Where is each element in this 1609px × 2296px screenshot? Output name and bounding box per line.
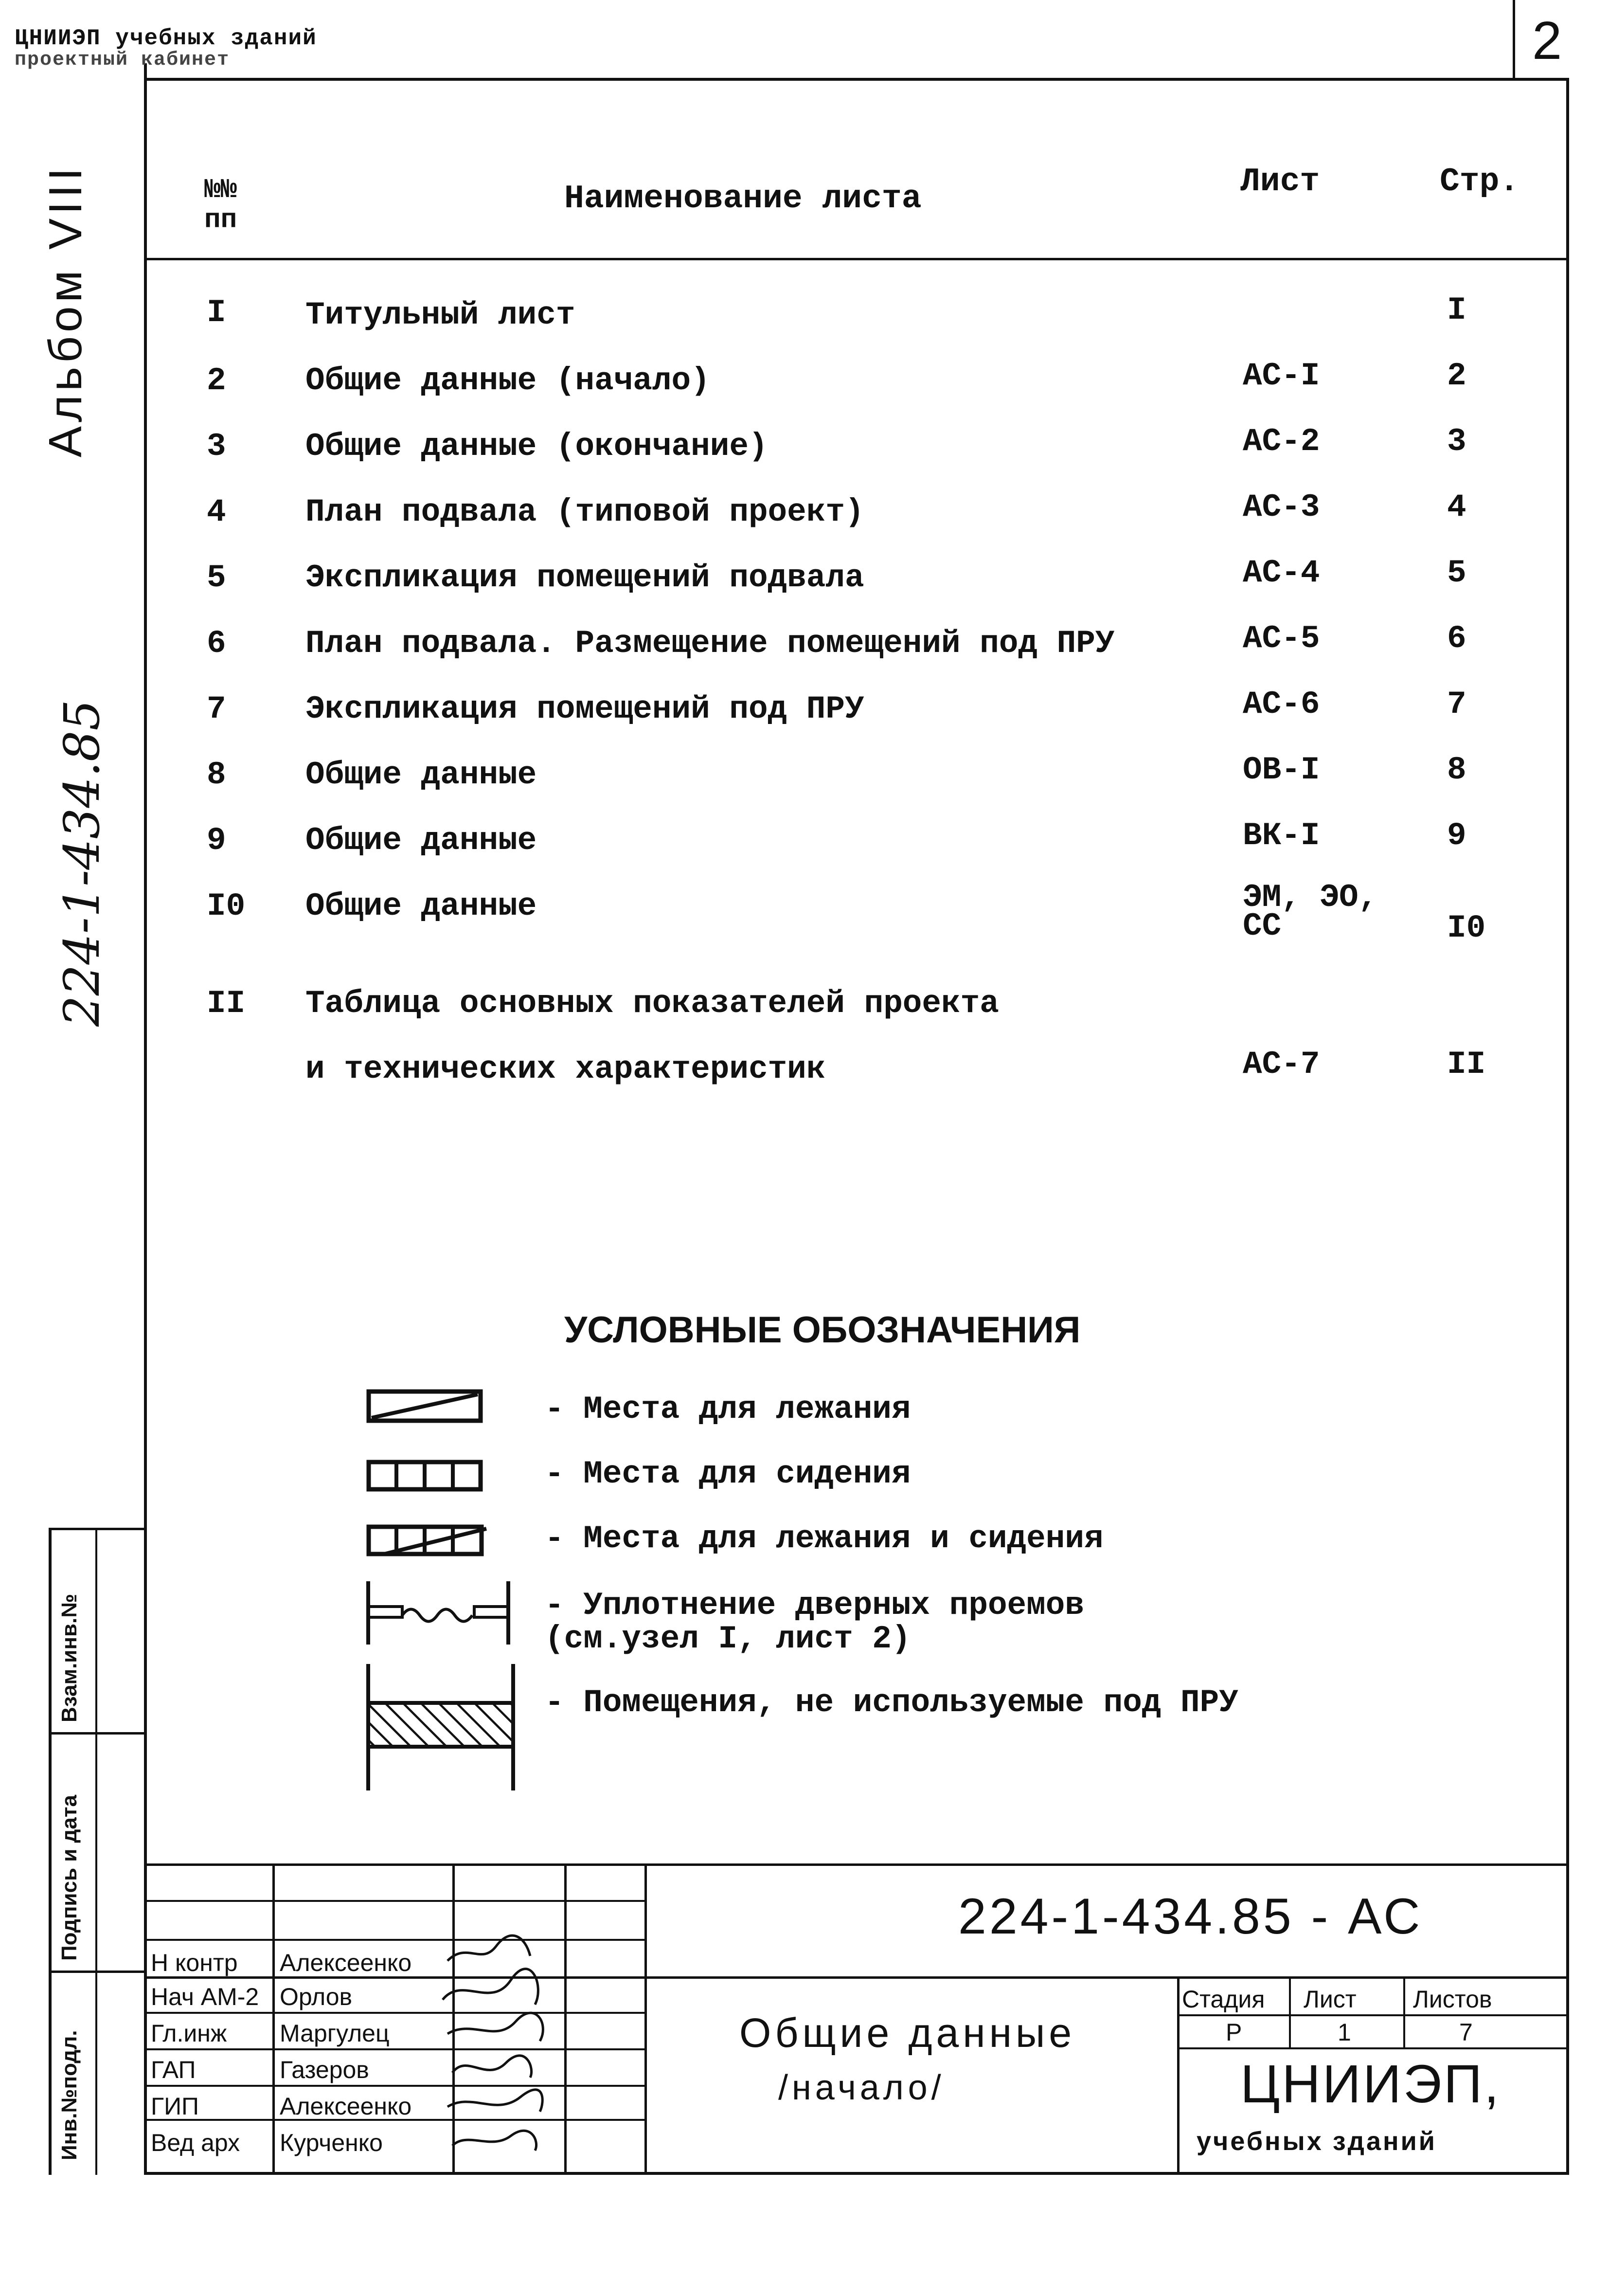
frame-left (144, 63, 147, 2175)
legend-text-lying: - Места для лежания (545, 1391, 911, 1428)
legend-text-seal-line2: (см.узел I, лист 2) (545, 1621, 911, 1658)
legend-text-seal-line1: - Уплотнение дверных проемов (545, 1587, 1084, 1624)
header-page: Стр. (1440, 163, 1520, 200)
sheet-value: 1 (1338, 2019, 1351, 2046)
sheet-subtitle: /начало/ (778, 2068, 945, 2107)
hatched-room-icon (362, 1664, 523, 1790)
sheets-value: 7 (1459, 2019, 1473, 2046)
sheets-label: Листов (1413, 1986, 1492, 2013)
legend-text-hatched: - Помещения, не используемые под ПРУ (545, 1684, 1238, 1721)
stage-value: Р (1226, 2019, 1242, 2046)
frame-right (1566, 78, 1569, 2175)
lying-place-icon (365, 1387, 486, 1426)
stamp-line1: ЦНИИЭП учебных зданий (15, 26, 317, 51)
sitting-place-icon (365, 1457, 486, 1496)
side-label-signature: Подпись и дата (57, 1795, 81, 1961)
signatures (438, 1927, 584, 2165)
frame-bottom (144, 2172, 1569, 2175)
side-label-inv: Инв.№подл. (57, 2030, 81, 2160)
page-number: 2 (1532, 11, 1562, 71)
lying-sitting-place-icon (365, 1522, 491, 1561)
door-seal-icon (362, 1576, 518, 1649)
header-divider (146, 258, 1566, 260)
org-sub: учебных зданий (1197, 2127, 1437, 2156)
header-sheet: Лист (1240, 163, 1320, 200)
sheet-title: Общие данные (739, 2010, 1076, 2056)
side-label-replace: Взам.инв.№ (57, 1593, 81, 1722)
legend-title: УСЛОВНЫЕ ОБОЗНАЧЕНИЯ (564, 1309, 1081, 1351)
org-name: ЦНИИЭП, (1240, 2054, 1501, 2114)
legend-text-lying-sitting: - Места для лежания и сидения (545, 1520, 1104, 1557)
sheet-label: Лист (1304, 1986, 1357, 2013)
frame-top (144, 78, 1569, 81)
legend-text-seal (545, 1589, 1084, 1656)
header-num: №№ пп (204, 174, 237, 235)
page-number-box-line (1513, 0, 1515, 80)
side-doc-number: 224-1-434.85 (54, 700, 110, 1027)
legend-text-sitting: - Места для сидения (545, 1456, 911, 1492)
title-block-code: 224-1-434.85 - АС (958, 1888, 1423, 1945)
header-name: Наименование листа (564, 180, 922, 217)
album-label: Альбом VIII (39, 163, 91, 457)
stage-label: Стадия (1182, 1986, 1265, 2013)
stamp-line2: проектный кабинет (15, 49, 230, 72)
stamp (15, 27, 317, 71)
